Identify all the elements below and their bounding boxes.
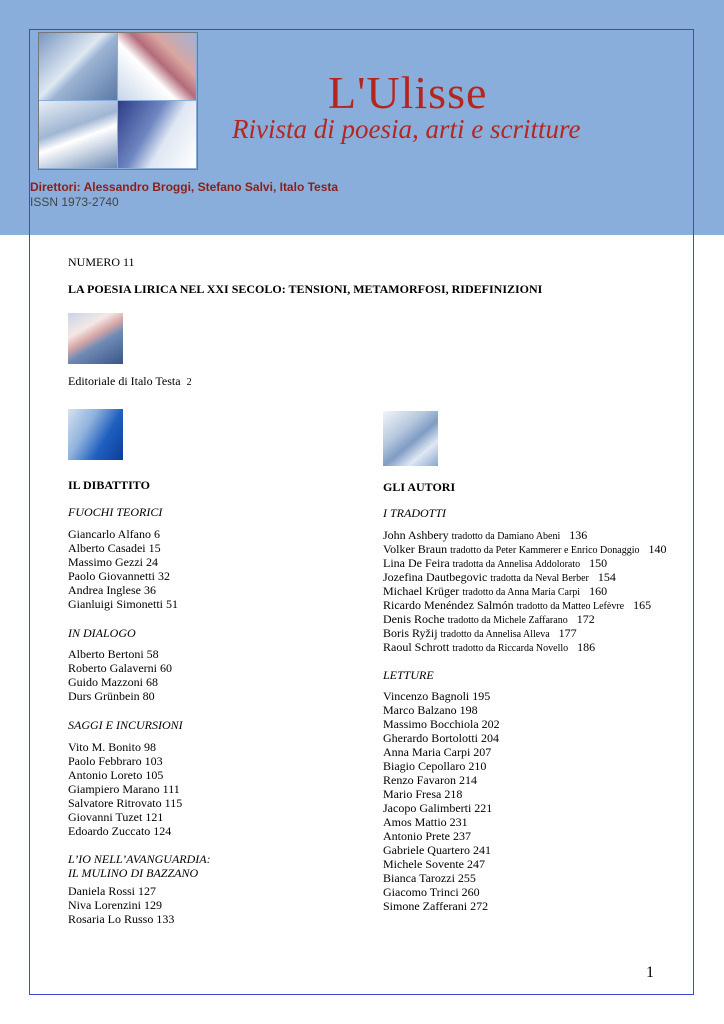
list-item: Rosaria Lo Russo 133 <box>68 912 175 926</box>
list-item: Giovanni Tuzet 121 <box>68 810 164 824</box>
page-ref: 150 <box>589 556 608 570</box>
translator: tradotto da Annelisa Alleva <box>440 629 550 640</box>
author-name: Raoul Schrott <box>383 640 450 654</box>
group-heading: SAGGI E INCURSIONI <box>68 718 183 732</box>
list-item: Simone Zafferani 272 <box>383 899 489 913</box>
author-name: Ricardo Menéndez Salmón <box>383 598 514 612</box>
list-item: Massimo Gezzi 24 <box>68 555 158 569</box>
translator: tradotto da Matteo Lefèvre <box>516 601 625 612</box>
section-image <box>383 411 438 466</box>
list-item: Guido Mazzoni 68 <box>68 675 158 689</box>
list-item: Michele Sovente 247 <box>383 857 485 871</box>
author-name: Jozefina Dautbegovic <box>383 570 488 584</box>
group-heading: L’IO NELL’AVANGUARDIA: <box>68 852 211 866</box>
translator: tradotto da Riccarda Novello <box>452 643 569 654</box>
list-item: Alberto Bertoni 58 <box>68 647 159 661</box>
list-item: Anna Maria Carpi 207 <box>383 745 492 759</box>
list-item: Salvatore Ritrovato 115 <box>68 796 183 810</box>
page-ref: 177 <box>558 626 577 640</box>
editorial-page: 2 <box>186 377 192 388</box>
list-item: Jacopo Galimberti 221 <box>383 801 493 815</box>
page-ref: 172 <box>576 612 595 626</box>
list-item: Edoardo Zuccato 124 <box>68 824 172 838</box>
list-item: Massimo Bocchiola 202 <box>383 717 500 731</box>
list-item: Gherardo Bortolotti 204 <box>383 731 499 745</box>
author-name: Denis Roche <box>383 612 445 626</box>
section-image <box>68 409 123 460</box>
page-ref: 136 <box>569 528 588 542</box>
author-name: Lina De Feira <box>383 556 450 570</box>
section-image <box>68 313 123 364</box>
translator: tradotto da Damiano Abeni <box>451 531 561 542</box>
list-item: Giancarlo Alfano 6 <box>68 527 160 541</box>
page-number: 1 <box>646 964 654 981</box>
page-ref: 165 <box>633 598 652 612</box>
directors-label: Direttori: <box>30 180 81 194</box>
group-heading: I TRADOTTI <box>383 506 447 520</box>
author-name: John Ashbery <box>383 528 449 542</box>
list-item: Biagio Cepollaro 210 <box>383 759 487 773</box>
page-ref: 160 <box>589 584 608 598</box>
translated-entry <box>383 640 595 656</box>
list-item: Renzo Favaron 214 <box>383 773 477 787</box>
issn: ISSN 1973-2740 <box>30 195 119 209</box>
editorial-entry <box>68 374 192 390</box>
author-name: Michael Krüger <box>383 584 460 598</box>
list-item: Vito M. Bonito 98 <box>68 740 156 754</box>
translator: tradotto da Peter Kammerer e Enrico Donaggio <box>450 545 640 556</box>
list-item: Gianluigi Simonetti 51 <box>68 597 178 611</box>
list-item: Mario Fresa 218 <box>383 787 463 801</box>
group-heading: IN DIALOGO <box>68 626 136 640</box>
list-item: Gabriele Quartero 241 <box>383 843 491 857</box>
list-item: Roberto Galaverni 60 <box>68 661 172 675</box>
list-item: Bianca Tarozzi 255 <box>383 871 476 885</box>
list-item: Niva Lorenzini 129 <box>68 898 162 912</box>
author-name: Volker Braun <box>383 542 448 556</box>
group-heading-line2: IL MULINO DI BAZZANO <box>68 866 199 880</box>
translator: tradotto da Michele Zaffarano <box>447 615 568 626</box>
journal-subtitle: Rivista di poesia, arti e scritture <box>232 114 581 144</box>
issue-theme: LA POESIA LIRICA NEL XXI SECOLO: TENSIONI, METAMORFOSI, RIDEFINIZIONI <box>68 282 543 296</box>
list-item: Vincenzo Bagnoli 195 <box>383 689 491 703</box>
list-item: Antonio Loreto 105 <box>68 768 164 782</box>
list-item: Marco Balzano 198 <box>383 703 478 717</box>
list-item: Daniela Rossi 127 <box>68 884 156 898</box>
group-heading: LETTURE <box>383 668 434 682</box>
author-name: Boris Ryžij <box>383 626 438 640</box>
issue-number: NUMERO 11 <box>68 255 135 269</box>
section-title-dibattito: IL DIBATTITO <box>68 478 150 492</box>
list-item: Durs Grünbein 80 <box>68 689 155 703</box>
translator: tradotta da Annelisa Addolorato <box>452 559 581 570</box>
page-ref: 140 <box>648 542 667 556</box>
translator: tradotta da Neval Berber <box>490 573 589 584</box>
directors-names: Alessandro Broggi, Stefano Salvi, Italo Testa <box>83 180 339 194</box>
group-heading: FUOCHI TEORICI <box>68 505 163 519</box>
list-item: Antonio Prete 237 <box>383 829 471 843</box>
translator: tradotto da Anna Maria Carpi <box>462 587 581 598</box>
list-item: Giacomo Trinci 260 <box>383 885 480 899</box>
page-ref: 186 <box>577 640 596 654</box>
page-ref: 154 <box>597 570 616 584</box>
list-item: Alberto Casadei 15 <box>68 541 161 555</box>
list-item: Amos Mattio 231 <box>383 815 468 829</box>
list-item: Andrea Inglese 36 <box>68 583 156 597</box>
list-item: Paolo Giovannetti 32 <box>68 569 170 583</box>
section-title-autori: GLI AUTORI <box>383 480 456 494</box>
editorial-title: Editoriale di Italo Testa <box>68 374 181 388</box>
journal-title: L'Ulisse <box>328 67 488 118</box>
list-item: Paolo Febbraro 103 <box>68 754 163 768</box>
list-item: Giampiero Marano 111 <box>68 782 180 796</box>
